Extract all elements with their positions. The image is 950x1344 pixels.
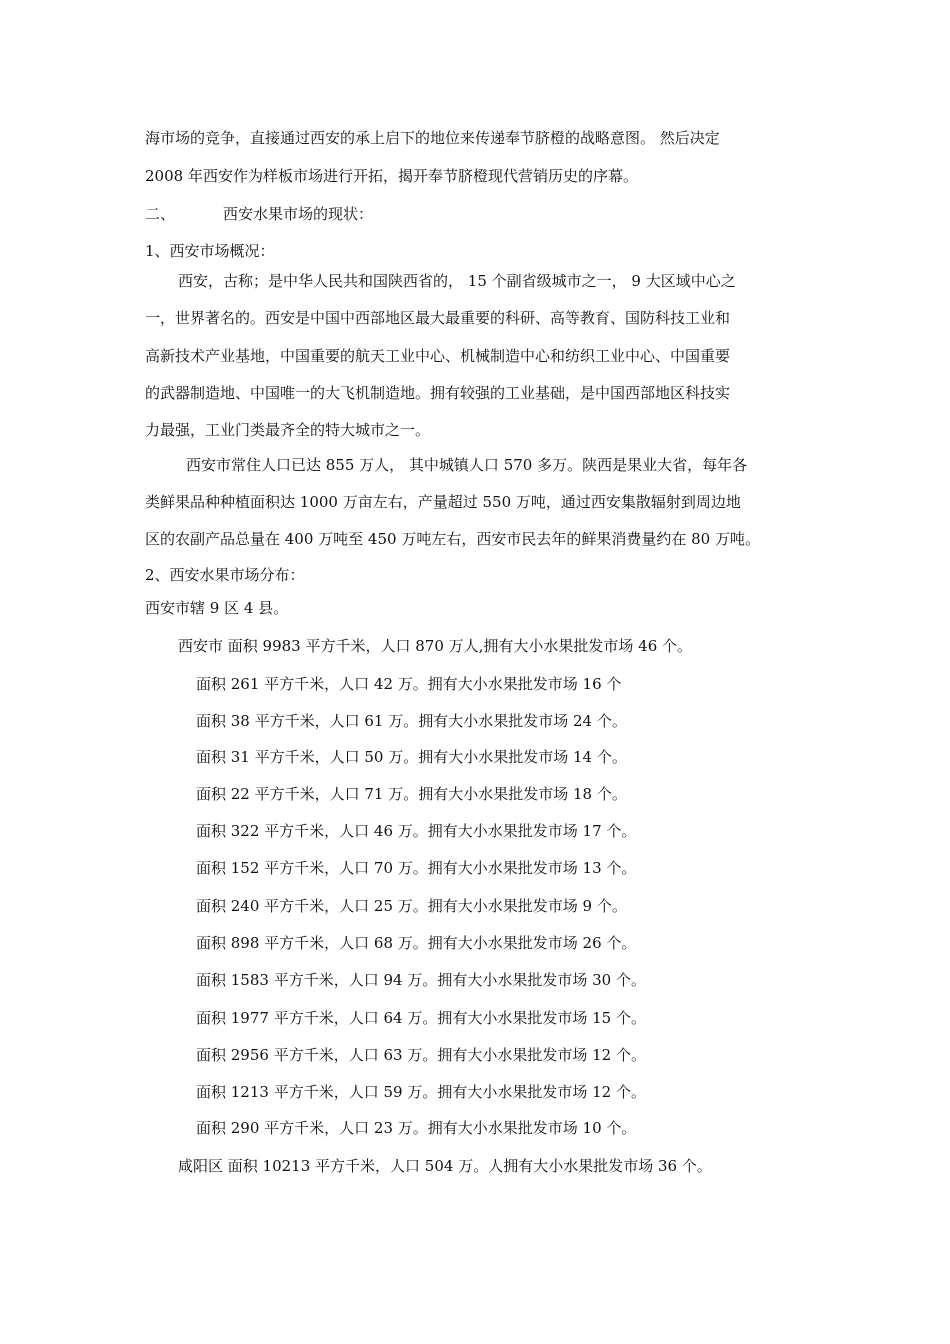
subsection-2-title: 2、西安水果市场分布： [145, 566, 305, 584]
overview-line-5: 力最强，工业门类最齐全的特大城市之一。 [145, 421, 431, 439]
overview-line-3: 高新技术产业基地，中国重要的航天工业中心、机械制造中心和纺织工业中心、中国重要 [145, 347, 731, 365]
subsection-1-title: 1、西安市场概况： [145, 242, 275, 260]
overview-line-4: 的武器制造地、中国唯一的大飞机制造地。拥有较强的工业基础，是中国西部地区科技实 [145, 384, 731, 402]
overview-line-2: 一，世界著名的。西安是中国中西部地区最大最重要的科研、高等教育、国防科技工业和 [145, 309, 731, 327]
population-line-2: 类鲜果品种种植面积达 1000 万亩左右，产量超过 550 万吨，通过西安集散辐射到周边地 [145, 493, 741, 511]
district-line: 面积 290 平方千米，人口 23 万。拥有大小水果批发市场 10 个。 [196, 1119, 637, 1137]
district-line: 面积 22 平方千米，人口 71 万。拥有大小水果批发市场 18 个。 [196, 785, 627, 803]
population-line-1: 西安市常住人口已达 855 万人， 其中城镇人口 570 多万。陕西是果业大省，每年各 [186, 456, 748, 474]
subsection-2-text: 西安市辖 9 区 4 县。 [145, 599, 289, 617]
district-line: 面积 31 平方千米，人口 50 万。拥有大小水果批发市场 14 个。 [196, 748, 627, 766]
district-line: 面积 322 平方千米，人口 46 万。拥有大小水果批发市场 17 个。 [196, 822, 637, 840]
overview-line-1: 西安，古称；是中华人民共和国陕西省的， 15 个副省级城市之一， 9 大区域中心之 [178, 272, 736, 290]
district-line: 面积 240 平方千米，人口 25 万。拥有大小水果批发市场 9 个。 [196, 897, 627, 915]
xianyang-summary-line: 咸阳区 面积 10213 平方千米，人口 504 万。人拥有大小水果批发市场 36 个。 [178, 1157, 712, 1175]
population-line-3: 区的农副产品总量在 400 万吨至 450 万吨左右，西安市民去年的鲜果消费量约在 80 万吨。 [145, 530, 760, 548]
section-2-number: 二、 [145, 205, 176, 223]
xian-summary-line: 西安市 面积 9983 平方千米，人口 870 万人,拥有大小水果批发市场 46 个。 [178, 637, 693, 655]
district-line: 面积 1583 平方千米，人口 94 万。拥有大小水果批发市场 30 个。 [196, 971, 646, 989]
district-line: 面积 2956 平方千米，人口 63 万。拥有大小水果批发市场 12 个。 [196, 1046, 646, 1064]
district-line: 面积 1213 平方千米，人口 59 万。拥有大小水果批发市场 12 个。 [196, 1083, 646, 1101]
intro-line-1: 海市场的竞争，直接通过西安的承上启下的地位来传递奉节脐橙的战略意图。 然后决定 [145, 129, 720, 147]
district-line: 面积 261 平方千米，人口 42 万。拥有大小水果批发市场 16 个 [196, 675, 622, 693]
section-2-title: 西安水果市场的现状： [223, 205, 374, 223]
district-line: 面积 898 平方千米，人口 68 万。拥有大小水果批发市场 26 个。 [196, 934, 637, 952]
district-line: 面积 152 平方千米，人口 70 万。拥有大小水果批发市场 13 个。 [196, 859, 637, 877]
section-2-heading [145, 204, 373, 224]
district-line: 面积 1977 平方千米，人口 64 万。拥有大小水果批发市场 15 个。 [196, 1009, 646, 1027]
intro-line-2: 2008 年西安作为样板市场进行开拓，揭开奉节脐橙现代营销历史的序幕。 [145, 167, 638, 185]
district-line: 面积 38 平方千米，人口 61 万。拥有大小水果批发市场 24 个。 [196, 712, 627, 730]
